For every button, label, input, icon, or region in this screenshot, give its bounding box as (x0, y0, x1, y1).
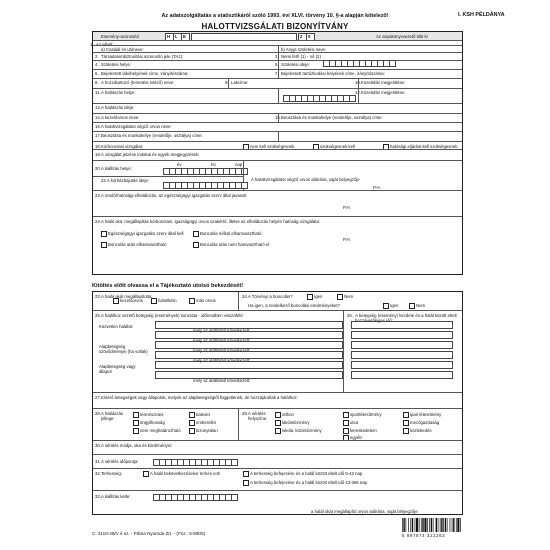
option-label: más orvos (196, 298, 216, 304)
checkbox[interactable] (189, 420, 195, 426)
id-char-1: H (167, 33, 171, 39)
cause-category: Alapbetegség szövődményei (ha voltak) (99, 344, 148, 354)
admission-date-digit-box[interactable] (241, 182, 248, 189)
autopsy-decision-option[interactable] (101, 242, 167, 248)
section-title: Kitöltés előtt olvassa el a Tájékoztató utolsó bekezdését! (92, 283, 244, 289)
interval-field[interactable] (351, 361, 453, 369)
option-label: természetes (140, 412, 164, 418)
row-label: A halálozás ideje: (101, 105, 135, 110)
row-label: A sérülés helyszíne: (248, 411, 268, 421)
cause-sub-label: mely az alábbiból következett: (193, 378, 251, 383)
barcode-bar (457, 518, 459, 532)
row-label: Ha igen, a rendelkező boncolási eredményeket? (248, 303, 340, 308)
column-divider (343, 311, 344, 393)
injury-place-option[interactable] (275, 428, 322, 434)
manner-option[interactable] (189, 412, 210, 418)
signature-label: a halál okát megállapító orvos aláírása, saját bélyegzője (311, 509, 418, 514)
option-label: ipari létesítmény (410, 412, 442, 418)
form-row (93, 490, 462, 515)
row-number: 28. (95, 411, 101, 416)
row-label: A halottvizsgálatot végző orvos neve: (101, 124, 172, 129)
manner-option[interactable] (133, 428, 181, 434)
row-number-22: 22. (101, 178, 107, 183)
id-char-3: E (183, 33, 186, 39)
checkbox[interactable] (275, 420, 281, 426)
row-number: 25. (95, 313, 101, 318)
barcode-bar (416, 518, 418, 532)
autopsy-option[interactable] (337, 294, 353, 300)
barcode-bar (445, 518, 446, 532)
option-label: egyéb (350, 435, 362, 441)
row-label: A Törvényi a boncolás? (248, 294, 293, 299)
option-label: szükségesnek kell (320, 143, 355, 149)
checkbox[interactable] (143, 471, 149, 477)
printer-info: - Pátria Nyomda Zrt. - (Fsz.: 5-8900) (131, 531, 206, 536)
checkbox[interactable] (133, 428, 139, 434)
form-row (93, 408, 462, 441)
option-label: otthon (282, 412, 294, 418)
option-label: kezelőorvos (120, 298, 143, 304)
option-label: Egészségügyi igazgatási szerv által kell (108, 231, 184, 237)
row-number: 2. (95, 54, 99, 59)
injury-place-option[interactable] (403, 412, 441, 418)
manner-option[interactable] (189, 420, 216, 426)
checkbox[interactable] (383, 303, 389, 309)
cause-sub-label: mely az alábbiból következett: (193, 328, 251, 333)
barcode-bar (433, 518, 434, 532)
id-char-5: 0 (308, 33, 311, 39)
footer-code (92, 531, 205, 536)
injury-place-option[interactable] (343, 428, 377, 434)
barcode-bar (421, 518, 422, 532)
row-label: Közelebbi megjelölése: (361, 90, 406, 95)
option-label: utca (350, 420, 359, 426)
barcode-bar (440, 518, 441, 532)
option-label: A halál bekövetkezésekor terhes volt (150, 471, 220, 477)
row-number: 27. (95, 395, 101, 400)
row-label: A betegség (esemény) kezdete és a halál között eltelt hozzávetőleges idő: (355, 313, 457, 323)
row-label: Beosztása és munkahelye (rendelője, osztálya) címe: (101, 133, 203, 138)
barcode-bar (403, 518, 404, 532)
row-number: 31. (95, 459, 101, 464)
row-label: A halálozás helye: (101, 90, 136, 95)
barcode-bar (447, 518, 448, 532)
checkbox[interactable] (343, 412, 349, 418)
injury-place-option[interactable] (343, 420, 358, 426)
option-label: baleset (196, 412, 210, 418)
row-label: Beosztása és munkahelye (rendelője, osztálya) címe: (281, 115, 383, 120)
year-label: év (177, 162, 182, 167)
cause-category: Közvetlen halálok (99, 324, 133, 329)
option-label: közlekedés (410, 428, 432, 434)
row-label: A kezelőorvos neve: (101, 115, 140, 120)
checkbox[interactable] (403, 420, 409, 426)
form-code: C. 3110-49/V é sz. (92, 531, 130, 536)
row-label: A halálozás jellege: (101, 411, 123, 421)
pregnancy-option[interactable] (243, 480, 367, 486)
row-number: 10. (355, 80, 361, 85)
row-label: Az elhalt: (96, 42, 114, 47)
checkbox[interactable] (275, 412, 281, 418)
barcode-image (402, 518, 464, 532)
row-number: 6. (95, 71, 99, 76)
option-label: Nem (416, 303, 426, 309)
row-number: 3. (275, 54, 279, 59)
cause-sub-label: mely az alábbiból következett: (193, 338, 251, 343)
option-label: nem kell szükségesnek (250, 143, 295, 149)
cause-sub-label: mely az alábbiból következett: (193, 358, 251, 363)
checkbox[interactable] (243, 480, 249, 486)
option-label: nem meghatározható (140, 428, 181, 434)
barcode-bar (453, 518, 454, 532)
option-label: Boncolás után nem hamvasztható el (200, 242, 270, 248)
manner-option[interactable] (133, 412, 163, 418)
option-label: Boncolás nélkül elhamvasztható (200, 231, 262, 237)
barcode-bar (429, 518, 430, 532)
id-label: Esemény-azonosító (101, 33, 139, 39)
id-char-4: 2 (300, 33, 303, 39)
row-label: A halál okát megállapította: (101, 294, 153, 299)
row-number: 11. (95, 90, 101, 95)
option-label: mezőgazdaság (410, 420, 440, 426)
cause-certifier-option[interactable] (151, 298, 177, 304)
signing-date-digit-box[interactable] (231, 494, 238, 501)
row-label: Terhesség: (101, 471, 123, 476)
day-label: nap (235, 162, 243, 167)
results-option[interactable] (409, 303, 425, 309)
row-number: 8. (95, 80, 99, 85)
option-label: emberölés (196, 420, 217, 426)
checkbox[interactable] (151, 298, 157, 304)
row-number: 1. (90, 42, 94, 47)
row-number: 18. (95, 143, 101, 149)
injury-place-option[interactable] (403, 428, 432, 434)
row-number: 15. (275, 115, 281, 120)
row-number: 20. (95, 166, 101, 171)
row-label: A halálhoz vezető betegség (események) sorozata - időrendben visszafelé: (101, 313, 244, 318)
option-label: iskola, közintézmény (282, 428, 322, 434)
option-label: halottkém (158, 298, 177, 304)
row-number: 4. (95, 62, 99, 67)
row-number: 5. (275, 62, 279, 67)
checkbox[interactable] (275, 428, 281, 434)
option-label: Igen (390, 303, 399, 309)
barcode-bar (415, 518, 416, 532)
admission-label: A kórházbajutás ideje: (107, 178, 150, 183)
barcode-bar (443, 518, 444, 532)
row-number: 24. (95, 219, 101, 224)
form-row (93, 454, 462, 469)
row-label: Társadalombiztosítási azonosító jele (TAJ): (101, 54, 184, 59)
row-label: Közelebbi megjelölése: (361, 80, 406, 85)
injury-place-option[interactable] (275, 412, 294, 418)
option-label: bizonytalan (196, 428, 218, 434)
manner-option[interactable] (189, 428, 218, 434)
interval-field[interactable] (351, 351, 453, 359)
option-label: A terhesség befejezése és a halál között eltelt idő 43-365 nap (250, 480, 368, 486)
row-number: 16. (95, 124, 101, 129)
option-label: Nem (344, 294, 354, 300)
barcode-bar (456, 518, 457, 532)
checkbox[interactable] (337, 294, 343, 300)
row-number: 7. (275, 71, 279, 76)
signature-label: A halottvizsgálatot végző orvos aláírása, saját bélyegzője (251, 177, 360, 182)
row-number: 23. (95, 193, 101, 198)
death-date-digit-box[interactable] (349, 95, 356, 102)
option-label: kereskedelem (350, 428, 377, 434)
row-number: 29. (242, 411, 248, 416)
checkbox[interactable] (189, 412, 195, 418)
row-label: Kórbonctani vizsgálat: (101, 143, 144, 149)
column-divider (278, 89, 279, 104)
checkbox[interactable] (193, 242, 199, 248)
pregnancy-option[interactable] (243, 471, 362, 477)
checkbox[interactable] (343, 420, 349, 426)
row-label: Születési helye: (101, 62, 132, 67)
registrar-note: Az anyakönyvvezető tölti ki (376, 33, 428, 39)
barcode-bar (436, 518, 437, 532)
barcode-bar (402, 518, 403, 532)
form-lower (92, 291, 463, 515)
cause-sub-label: mely az alábbiból következett: (193, 348, 251, 353)
row-number: 13. (95, 105, 101, 110)
form-row (93, 310, 462, 393)
row-label: a) Családi és utóneve: (101, 47, 144, 52)
injury-place-option[interactable] (343, 412, 382, 418)
row-number: 33. (95, 494, 101, 499)
row-label: b) Anyja születési neve: (281, 47, 327, 52)
pregnancy-option[interactable] (143, 471, 220, 477)
checkbox[interactable] (101, 231, 107, 237)
form-row (93, 292, 462, 309)
row-label: A kiállítás helye: (101, 166, 132, 171)
cause-category: Alapbetegség vagy állapot (99, 364, 136, 374)
barcode-bar (427, 518, 428, 532)
checkbox[interactable] (189, 298, 195, 304)
row-label: A vizsgálat jelzése indokai és egyéb megjegyzések: (101, 151, 200, 157)
autopsy-decision-option[interactable] (101, 231, 183, 237)
injury-place-option[interactable] (275, 420, 309, 426)
row-label: A sérülés módja, oka és körülményei: (101, 443, 173, 448)
barcode-bar (441, 518, 442, 532)
injury-place-option[interactable] (403, 420, 439, 426)
form-row (93, 88, 462, 104)
injury-date-digit-box[interactable] (231, 459, 238, 466)
column-divider (358, 89, 359, 104)
interval-field[interactable] (351, 331, 453, 339)
row-number: 17. (95, 133, 101, 138)
row-label: Lakcíme: (231, 80, 249, 85)
copy-label: I. KSH PÉLDÁNYA (458, 12, 505, 18)
row-label: Bejelentett lakóhelyének címe, irányítószáma: (101, 71, 189, 76)
row-split (93, 176, 243, 177)
row-number: 26. (347, 313, 353, 318)
barcode-bar (460, 518, 461, 532)
row-number: 24. (242, 294, 248, 299)
form-row (93, 190, 462, 217)
autopsy-option[interactable] (307, 294, 322, 300)
cause-certifier-option[interactable] (113, 298, 143, 304)
barcode-bar (438, 518, 439, 532)
checkbox[interactable] (113, 298, 119, 304)
option-label: lakóintézmény (282, 420, 310, 426)
checkbox[interactable] (193, 231, 199, 237)
checkbox[interactable] (133, 420, 139, 426)
autopsy-decision-option[interactable] (193, 242, 269, 248)
form-title: HALOTTVIZSGÁLATI BIZONYÍTVÁNY (201, 22, 349, 31)
row-number: 23. (95, 294, 101, 299)
row-label: A sérülés időpontja: (101, 459, 139, 464)
row-number: 32. (95, 471, 101, 476)
autopsy-decision-option[interactable] (193, 231, 261, 237)
option-label: Igen (314, 294, 323, 300)
barcode-bar (406, 518, 407, 532)
interval-field[interactable] (351, 341, 453, 349)
stamp-mark: P.H. (343, 205, 351, 210)
barcode-bar (431, 518, 432, 532)
checkbox[interactable] (343, 428, 349, 434)
row-label: A kiállítás kelte: (101, 494, 131, 499)
birth-date-digit-box[interactable] (389, 60, 396, 67)
row-label: A halál oka: megállapítás kórbonctani, igazságügyi orvos szakértő, illetve az elhalálozás helyén hatóság vizsgálata: (101, 219, 321, 224)
barcode-bar (408, 518, 409, 532)
form-row (93, 216, 462, 275)
checkbox[interactable] (403, 428, 409, 434)
row-label: A rendőrhatósági elhalálozás, az egészségügyi igazgatás szerv által javasolt (101, 193, 247, 198)
row-number: 12. (355, 90, 361, 95)
checkbox[interactable] (243, 471, 249, 477)
barcode-bar (424, 518, 426, 532)
checkbox[interactable] (409, 303, 415, 309)
checkbox[interactable] (403, 412, 409, 418)
interval-field[interactable] (351, 321, 453, 329)
barcode-bar (410, 518, 411, 532)
row-number: 14. (95, 115, 101, 120)
input-field[interactable] (101, 95, 201, 98)
column-divider (238, 409, 239, 441)
checkbox[interactable] (189, 428, 195, 434)
option-label: A terhesség befejezése és a halál között eltelt idő 0-42 nap (250, 471, 363, 477)
results-option[interactable] (383, 303, 398, 309)
barcode-number: 5 997874 321263 (402, 533, 446, 538)
row-label: A hozzátartozó (temetést intéző) neve: (101, 80, 175, 85)
manner-option[interactable] (133, 420, 165, 426)
row-label: Bejelentett tartózkodási helyének címe, irányítószáma: (281, 71, 385, 76)
month-label: hó (211, 162, 216, 167)
row-label: Kísérő betegségek vagy állapotok, melyek az alapbetegségtől függetlenek, de hozzájárultak a halálhoz: (101, 395, 298, 400)
barcode-bar (452, 518, 453, 532)
barcode-bar (450, 518, 451, 532)
checkbox[interactable] (101, 242, 107, 248)
form-row (93, 468, 462, 491)
form-row (93, 440, 462, 455)
column-divider (238, 292, 239, 310)
checkbox[interactable] (133, 412, 139, 418)
option-label: öngyilkosság (140, 420, 165, 426)
form-upper (92, 31, 463, 275)
row-label: Nemi férfi (1) - nő (2) (281, 54, 321, 59)
id-char-2: L (175, 33, 178, 39)
cause-line-field[interactable] (155, 361, 343, 369)
row-label: Születési ideje: (281, 62, 310, 67)
input-field[interactable] (361, 95, 461, 98)
option-label: Boncolás után elhamvasztható (108, 242, 167, 248)
form-row (93, 160, 462, 191)
cause-certifier-option[interactable] (189, 298, 216, 304)
row-number: 19. (95, 151, 101, 157)
stamp-mark: P.H. (343, 237, 351, 242)
checkbox[interactable] (307, 294, 313, 300)
stamp-mark: P.H. (373, 185, 381, 190)
form-row (93, 392, 462, 409)
law-text: Az adatszolgáltatás a statisztikáról szóló 1993. évi XLVI. törvény 10. §-a alapján kötelező! (161, 13, 389, 19)
row-number: 30. (95, 443, 101, 448)
barcode-bar (412, 518, 413, 532)
interval-field[interactable] (351, 371, 453, 379)
option-label: sportlétesítmény (350, 412, 382, 418)
option-label: hatósági eljárást kell szükségesnek (390, 143, 458, 149)
barcode-bar (419, 518, 420, 532)
barcode-bar (422, 518, 423, 532)
row-number: 9. (225, 80, 229, 85)
